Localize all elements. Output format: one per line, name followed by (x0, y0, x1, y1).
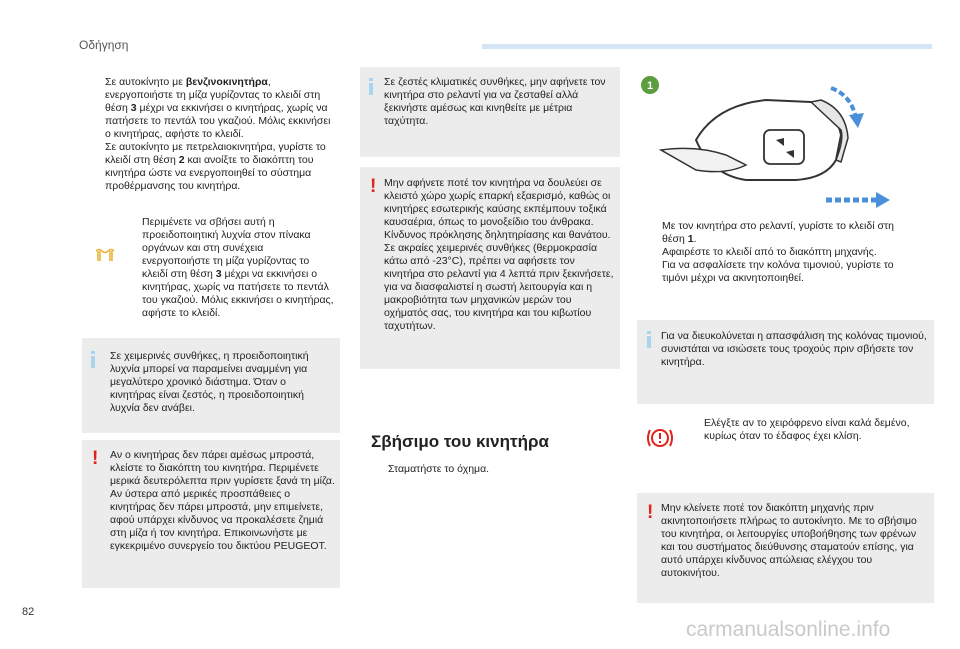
page-number: 82 (22, 606, 35, 618)
winter-info-text: Σε χειμερινές συνθήκες, η προειδοποιητική λυχνία μπορεί να παραμείνει αναμμένη για μεγαλύτερο χρονικό διάστημα. Όταν ο κινητήρας είναι ζεστός, η προειδοποιητική λυχνία δεν ανάβει. (110, 350, 309, 414)
steering-info-box (637, 320, 934, 404)
text: μέχρι να εκκινήσει ο κινητήρας, χωρίς να πατήσετε το πεντάλ του γκαζιού. Μόλις εκκινήσει ο κινητήρας, αφήστε το κλειδί. (142, 268, 334, 319)
text: Σε αυτοκίνητο με (105, 76, 186, 88)
glow-note-text (142, 216, 334, 320)
start-warning-text: Αν ο κινητήρας δεν πάρει αμέσως μπροστά, κλείστε το διακόπτη του κινητήρα. Περιμένετε μερικά δευτερόλεπτα πριν γυρίσετε ξανά τη μίζα. Αν ύστερα από μερικές προσπάθειες ο κινητήρας δεν πάρει μπροστά, μην επιμείνετε, αφού υπάρχει κίνδυνος να προκαλέσετε ζημιά στη μίζα ή τον κινητήρα. Επικοινωνήστε με εγκεκριμένο συνεργείο του δικτύου PEUGEOT. (110, 449, 335, 552)
text-bold: 2 (178, 154, 185, 166)
arrow-head-icon (876, 192, 890, 208)
ignition-warning-box (637, 493, 934, 603)
col3-bullets (641, 220, 895, 285)
col2-bullets (367, 463, 617, 476)
col1-bullets (84, 76, 336, 193)
ignition-warning-text: Μην κλείνετε ποτέ τον διακόπτη μηχανής πριν ακινητοποιήσετε πλήρως το αυτοκίνητο. Με το σβήσιμο του κινητήρα, οι λειτουργίες υποβοήθησης των φρένων και του συστήματος διεύθυνσης σταματούν επίσης, για αυτό υπάρχει κίνδυνος απώλειας ελέγχου του αυτοκινήτου. (661, 502, 917, 579)
brake-warning-icon (645, 426, 675, 450)
preheating-warning-icon (94, 248, 116, 262)
info-marker-icon (91, 356, 95, 368)
text: Για να ασφαλίσετε την κολόνα τιμονιού, γυρίστε το τιμόνι μέχρι να ακινητοποιηθεί. (662, 259, 894, 284)
text: και ανοίξτε το διακόπτη του κινητήρα ώστε να ενεργοποιηθεί το σύστημα προθέρμανσης του κινητήρα. (105, 154, 314, 192)
brake-bullet-wrap (683, 417, 913, 443)
bullet-handbrake (683, 417, 913, 443)
start-warning-box (82, 440, 340, 588)
text-bold: βενζινοκινητήρα (185, 76, 268, 88)
text: , ενεργοποιήστε τη μίζα γυρίζοντας το κλειδί στη θέση (105, 76, 321, 114)
bullet-lock-steering (641, 259, 895, 285)
text: Σταματήστε το όχημα. (388, 463, 490, 475)
text: . (693, 233, 697, 245)
section-title: Σβήσιμο του κινητήρα (371, 432, 549, 451)
bullet-petrol (84, 76, 336, 141)
bullet-remove-key (641, 246, 895, 259)
text-bold: 3 (215, 268, 222, 280)
brake-note-box (637, 408, 934, 480)
info-marker-icon (647, 336, 651, 348)
idle-warning-box (360, 167, 620, 369)
header-bar (482, 44, 932, 49)
idle-warning-text: Μην αφήνετε ποτέ τον κινητήρα να δουλεύει σε κλειστό χώρο χωρίς επαρκή εξαερισμό, καθώς οι κινητήρες εσωτερικής καύσης εκπέμπουν τοξικά καυσαέρια, όπως το μονοξείδιο του άνθρακα. Κίνδυνος πρόκλησης δηλητηρίασης και θανάτου. Σε ακραίες χειμερινές συνθήκες (θερμοκρασία κάτω από -23°C), πρέπει να αφήσετε τον κινητήρα στο ρελαντί για 4 λεπτά πριν ξεκινήσετε, για να διασφαλιστεί η σωστή λειτουργία και η μακροβιότητα των μηχανικών μερών του οχήματός σας, του κινητήρα και του κιβωτίου ταχυτήτων. (384, 177, 614, 332)
warning-marker-icon: ! (370, 176, 377, 197)
key-fob-icon (661, 100, 848, 180)
text: Περιμένετε να σβήσει αυτή η προειδοποιητική λυχνία στον πίνακα οργάνων και στη συνέχεια ενεργοποιήστε τη μίζα γυρίζοντας το κλειδί στη θέση (142, 216, 311, 280)
bullet-stop-vehicle (367, 463, 617, 476)
steering-info-text: Για να διευκολύνεται η απασφάλιση της κολόνας τιμονιού, συνιστάται να ισιώσετε τους τροχούς πριν σβήσετε τον κινητήρα. (661, 330, 927, 368)
bullet-idle-key (641, 220, 895, 246)
text: Ελέγξτε αν το χειρόφρενο είναι καλά δεμένο, κυρίως όταν το έδαφος έχει κλίση. (704, 417, 910, 442)
key-fob-illustration (636, 70, 936, 220)
warm-info-text: Σε ζεστές κλιματικές συνθήκες, μην αφήνετε τον κινητήρα στο ρελαντί για να ζεσταθεί αλλά ξεκινήστε αμέσως και κινηθείτε με μέτρια ταχύτητα. (384, 76, 606, 127)
winter-info-box (82, 338, 340, 433)
text-bold: 1 (687, 233, 694, 245)
watermark: carmanualsonline.info (686, 618, 891, 641)
info-marker-icon (369, 83, 373, 95)
figure-label-1: 1 (646, 80, 654, 92)
header-title: Οδήγηση (79, 38, 129, 52)
bullet-diesel (84, 141, 336, 193)
text: Αφαιρέστε το κλειδί από το διακόπτη μηχανής. (662, 246, 877, 258)
text-bold: 3 (130, 102, 137, 114)
glow-note-box (82, 205, 340, 335)
text: μέχρι να εκκινήσει ο κινητήρας, χωρίς να πατήσετε το πεντάλ του γκαζιού. Μόλις εκκινήσει ο κινητήρας, αφήστε το κλειδί. (105, 102, 331, 140)
warm-info-box (360, 67, 620, 157)
text: Σε αυτοκίνητο με πετρελαιοκινητήρα, γυρίστε το κλειδί στη θέση (105, 141, 326, 166)
warning-marker-icon: ! (92, 448, 99, 469)
warning-marker-icon: ! (647, 502, 654, 523)
text: Με τον κινητήρα στο ρελαντί, γυρίστε το κλειδί στη θέση (662, 220, 894, 245)
